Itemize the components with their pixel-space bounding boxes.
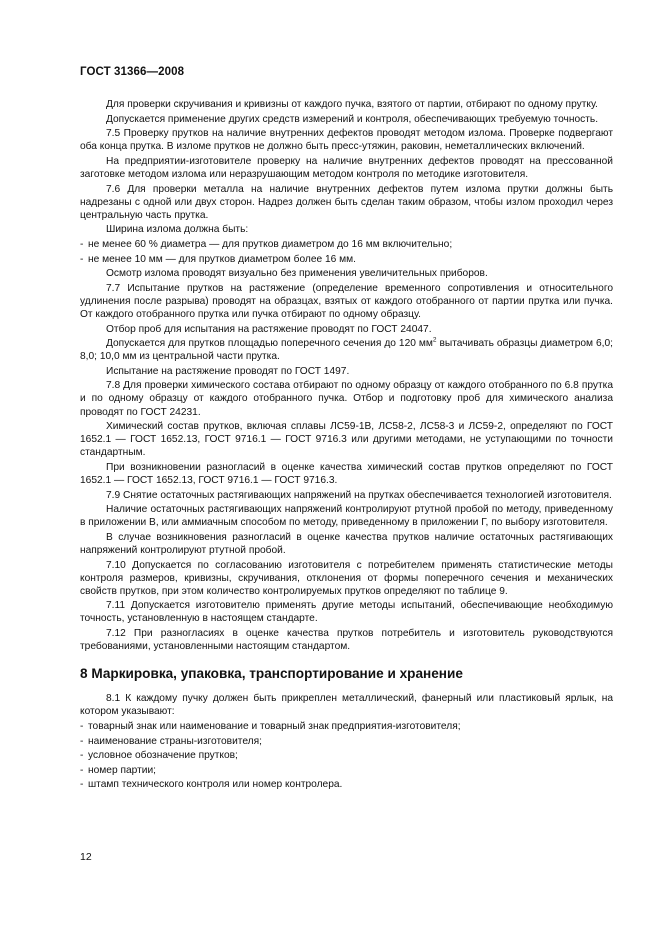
paragraph: Отбор проб для испытания на растяжение проводят по ГОСТ 24047. — [106, 323, 432, 335]
paragraph: 7.8 Для проверки химического состава отбирают по одному образцу от каждого отобранного по 6.8 прутка и по одному образцу от каждого отобранного пучка. Отбор и подготовку проб для химического анализа проводят по ГОСТ 24231. — [80, 380, 613, 418]
paragraph: 7.6 Для проверки металла на наличие внутренних дефектов путем излома прутки должны быть надрезаны с одной или двух сторон. Надрез должен быть сделан таким образом, чтобы излом проходил через центральную часть прутка. — [80, 183, 613, 221]
paragraph: Испытание на растяжение проводят по ГОСТ 1497. — [106, 365, 350, 377]
paragraph: Наличие остаточных растягивающих напряжений контролируют ртутной пробой по методу, приведенному в приложении В, или аммиачным способом по методу, приведенному в приложении Г, по выбору изготовителя. — [80, 504, 613, 529]
list-item: - не менее 10 мм — для прутков диаметром более 16 мм. — [80, 253, 613, 266]
paragraph: 8.1 К каждому пучку должен быть прикреплен металлический, фанерный или пластиковый ярлык, на котором указывают: — [80, 693, 613, 718]
paragraph — [80, 337, 613, 363]
list-item: - штамп технического контроля или номер контролера. — [80, 778, 613, 791]
paragraph-text: Допускается для прутков площадью поперечного сечения до 120 мм — [106, 338, 433, 350]
paragraph: 7.9 Снятие остаточных растягивающих напряжений на прутках обеспечивается технологией изготовителя. — [106, 489, 612, 501]
list-item: - условное обозначение прутков; — [80, 749, 613, 762]
document-body — [80, 98, 613, 793]
paragraph: Для проверки скручивания и кривизны от каждого пучка, взятого от партии, отбирают по одному прутку. — [106, 99, 598, 110]
paragraph: 7.7 Испытание прутков на растяжение (определение временного сопротивления и относительного удлинения после разрыва) проводят на образцах, взятых от каждого отобранного от партии прутка или пучка. От каждого отобранного прутка или пучка отбирают по одному образцу. — [80, 282, 613, 320]
paragraph: В случае возникновения разногласий в оценке качества прутков наличие остаточных растягивающих напряжений контролируют ртутной пробой. — [80, 531, 613, 556]
paragraph: При возникновении разногласий в оценке качества химический состав прутков определяют по ГОСТ 1652.1 — ГОСТ 1652.13, ГОСТ 9716.1 — ГОСТ 9716.3. — [80, 461, 613, 487]
paragraph: Химический состав прутков, включая сплавы ЛС59-1В, ЛС58-2, ЛС58-3 и ЛС59-2, определяют по ГОСТ 1652.1 — ГОСТ 1652.13, ГОСТ 9716.1 — ГОСТ 9716.3 или другими методами, не уступающими по точности стандартным. — [80, 421, 613, 459]
superscript: 2 — [432, 336, 437, 344]
paragraph: 7.5 Проверку прутков на наличие внутренних дефектов проводят методом излома. Проверке подвергают оба конца прутка. В изломе прутков не должно быть пресс-утяжин, раковин, неметаллических включений. — [80, 128, 613, 153]
paragraph: Ширина излома должна быть: — [106, 224, 249, 236]
paragraph: Допускается применение других средств измерений и контроля, обеспечивающих требуемую точность. — [106, 113, 599, 125]
paragraph: 7.12 При разногласиях в оценке качества прутков потребитель и изготовитель руководствуются требованиями, установленными настоящим стандартом. — [80, 628, 613, 653]
paragraph: Осмотр излома проводят визуально без применения увеличительных приборов. — [106, 268, 488, 280]
paragraph-text: вытачивать образцы диаметром 6,0; 8,0; 10,0 мм из центральной части прутка. — [80, 338, 613, 363]
list-item: - не менее 60 % диаметра — для прутков диаметром до 16 мм включительно; — [80, 238, 613, 251]
list-item: - наименование страны-изготовителя; — [80, 735, 613, 748]
paragraph: 7.11 Допускается изготовителю применять другие методы испытаний, обеспечивающие необходимую точность, установленную в настоящем стандарте. — [80, 600, 613, 625]
paragraph: На предприятии-изготовителе проверку на наличие внутренних дефектов проводят на прессованной заготовке методом излома или неразрушающим методом контроля по методике изготовителя. — [80, 155, 613, 180]
list-item: - номер партии; — [80, 764, 613, 777]
section-heading: 8 Маркировка, упаковка, транспортирование и хранение — [80, 666, 463, 682]
list-item: - товарный знак или наименование и товарный знак предприятия-изготовителя; — [80, 720, 613, 733]
paragraph: 7.10 Допускается по согласованию изготовителя с потребителем применять статистические методы контроля размеров, кривизны, скручивания, отклонения от формы поперечного сечения и механических свойств прутков, при этом количество контролируемых прутков определяют по таблице 9. — [80, 559, 613, 597]
standard-header: ГОСТ 31366—2008 — [80, 66, 185, 78]
page-number: 12 — [80, 851, 92, 863]
